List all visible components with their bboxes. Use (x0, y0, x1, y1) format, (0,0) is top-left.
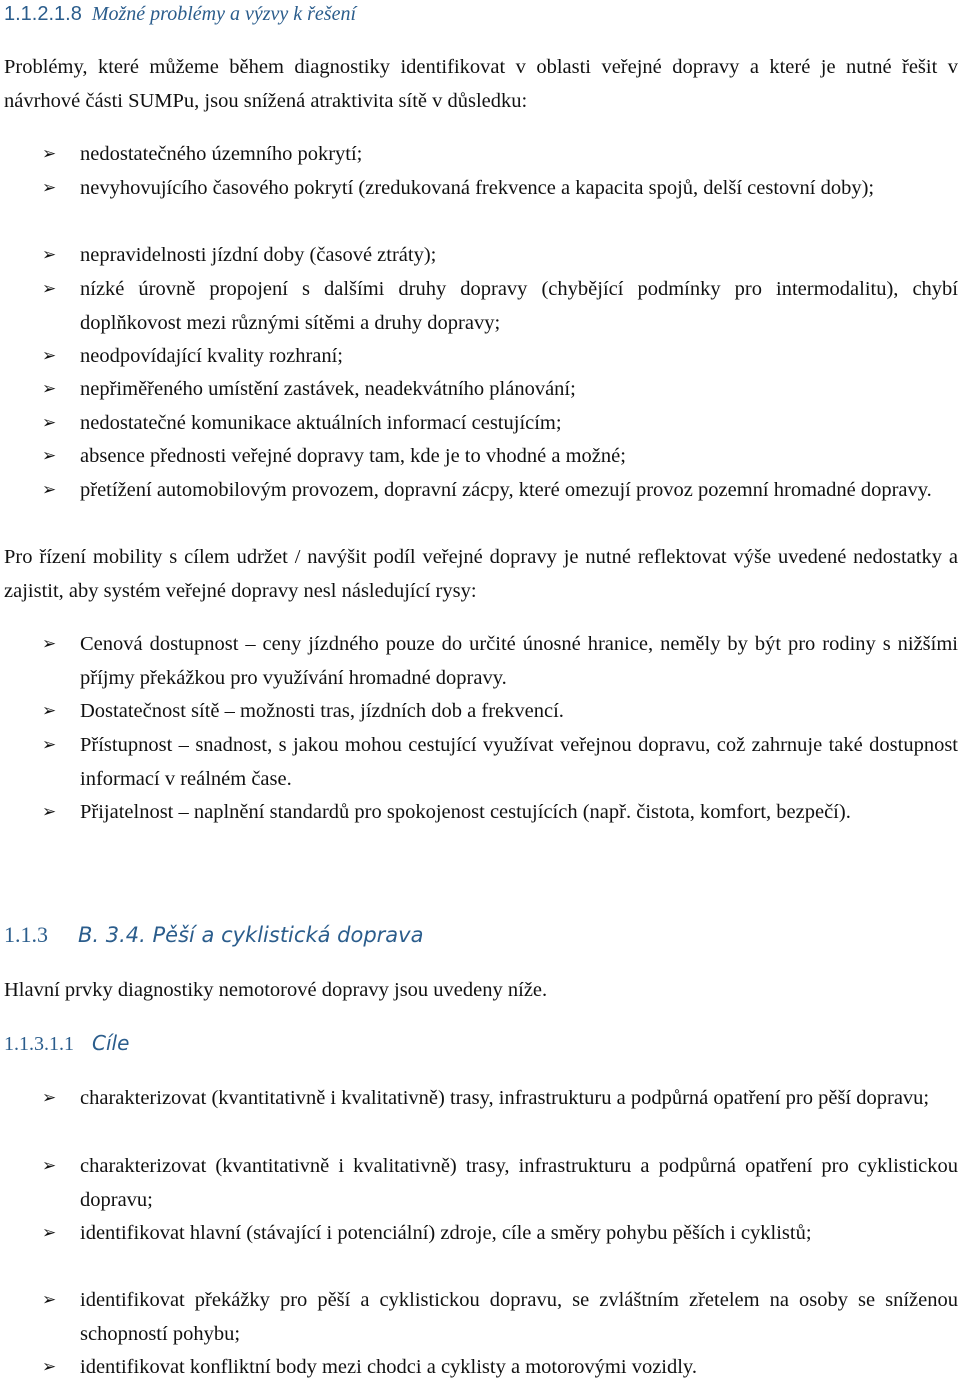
heading-number: 1.1.3.1.1 (4, 1033, 74, 1055)
arrow-bullet-icon: ➢ (42, 1088, 57, 1108)
problem-item-text: nedostatečné komunikace aktuálních informací cestujícím; (80, 412, 562, 434)
goal-item (0, 1150, 958, 1217)
arrow-bullet-icon: ➢ (42, 413, 57, 433)
arrow-bullet-icon: ➢ (42, 701, 57, 721)
arrow-bullet-icon: ➢ (42, 346, 57, 366)
goal-item-text: identifikovat konfliktní body mezi chodci a cyklisty a motorovými vozidly. (80, 1356, 697, 1378)
problem-item (0, 373, 958, 407)
problem-item-text: přetížení automobilovým provozem, dopravní zácpy, které omezují provoz pozemní hromadné dopravy. (80, 479, 932, 501)
goal-item (0, 1351, 958, 1385)
section-heading-1-1-3 (4, 920, 423, 950)
heading-title: Cíle (92, 1031, 130, 1055)
problem-item (0, 407, 958, 441)
arrow-bullet-icon: ➢ (42, 446, 57, 466)
problem-item (0, 340, 958, 374)
arrow-bullet-icon: ➢ (42, 279, 57, 299)
goal-item (0, 1284, 958, 1351)
problem-item-text: absence přednosti veřejné dopravy tam, kde je to vhodné a možné; (80, 445, 626, 467)
feature-item-text: Přístupnost – snadnost, s jakou mohou cestující využívat veřejnou dopravu, což zahrnuje také dostupnost informací v reálném čase. (80, 734, 958, 790)
problem-item-text: neodpovídající kvality rozhraní; (80, 345, 344, 367)
feature-item (0, 628, 958, 695)
problem-item-text: nízké úrovně propojení s dalšími druhy dopravy (chybějící podmínky pro intermodalitu), chybí doplňkovost mezi různými sítěmi a druhy dopravy; (80, 278, 958, 334)
problem-item (0, 172, 958, 206)
arrow-bullet-icon: ➢ (42, 1156, 57, 1176)
arrow-bullet-icon: ➢ (42, 1223, 57, 1243)
feature-item (0, 729, 958, 796)
nonmotor-paragraph: Hlavní prvky diagnostiky nemotorové dopravy jsou uvedeny níže. (4, 979, 548, 1001)
feature-item-text: Dostatečnost sítě – možnosti tras, jízdních dob a frekvencí. (80, 700, 564, 722)
arrow-bullet-icon: ➢ (42, 480, 57, 500)
problem-item (0, 440, 958, 474)
problem-item (0, 273, 958, 340)
mobility-paragraph: Pro řízení mobility s cílem udržet / navýšit podíl veřejné dopravy je nutné reflektovat výše uvedené nedostatky a zajistit, aby systém veřejné dopravy nesl následující rysy: (4, 546, 958, 602)
goal-item-text: identifikovat hlavní (stávající i potenciální) zdroje, cíle a směry pohybu pěších i cyklistů; (80, 1222, 812, 1244)
goal-item-text: charakterizovat (kvantitativně i kvalitativně) trasy, infrastrukturu a podpůrná opatření pro pěší dopravu; (80, 1087, 930, 1109)
feature-item-text: Přijatelnost – naplnění standardů pro spokojenost cestujících (např. čistota, komfort, bezpečí). (80, 801, 851, 823)
goal-item (0, 1217, 958, 1251)
problem-item-text: nepravidelnosti jízdní doby (časové ztráty); (80, 244, 437, 266)
arrow-bullet-icon: ➢ (42, 634, 57, 654)
problem-item (0, 239, 958, 273)
section-heading-1-1-2-1-8 (4, 0, 958, 28)
arrow-bullet-icon: ➢ (42, 379, 57, 399)
heading-number: 1.1.3 (4, 922, 48, 947)
arrow-bullet-icon: ➢ (42, 735, 57, 755)
problem-item (0, 138, 958, 172)
heading-number: 1.1.2.1.8 (4, 3, 82, 25)
feature-item (0, 695, 958, 729)
problem-item-text: nedostatečného územního pokrytí; (80, 143, 363, 165)
heading-title: Možné problémy a výzvy k řešení (91, 3, 357, 25)
arrow-bullet-icon: ➢ (42, 178, 57, 198)
arrow-bullet-icon: ➢ (42, 1290, 57, 1310)
feature-item (0, 796, 958, 830)
goal-item-text: charakterizovat (kvantitativně i kvalitativně) trasy, infrastrukturu a podpůrná opatření pro cyklistickou dopravu; (80, 1155, 958, 1211)
intro-paragraph: Problémy, které můžeme během diagnostiky identifikovat v oblasti veřejné dopravy a které je nutné řešit v návrhové části SUMPu, jsou snížená atraktivita sítě v důsledku: (4, 56, 958, 112)
problem-item-text: nepřiměřeného umístění zastávek, neadekvátního plánování; (80, 378, 576, 400)
feature-item-text: Cenová dostupnost – ceny jízdného pouze do určité únosné hranice, neměly by být pro rodiny s nižšími příjmy překážkou pro využívání hromadné dopravy. (80, 633, 958, 689)
problem-item (0, 474, 958, 508)
goal-item-text: identifikovat překážky pro pěší a cyklistickou dopravu, se zvláštním zřetelem na osoby se sníženou schopností pohybu; (80, 1289, 958, 1345)
goal-item (0, 1082, 958, 1116)
arrow-bullet-icon: ➢ (42, 245, 57, 265)
heading-title: B. 3.4. Pěší a cyklistická doprava (78, 923, 424, 947)
arrow-bullet-icon: ➢ (42, 1357, 57, 1377)
subsection-heading-cile (4, 1028, 129, 1059)
problem-item-text: nevyhovujícího časového pokrytí (zredukovaná frekvence a kapacita spojů, delší cestovní doby); (80, 177, 875, 199)
arrow-bullet-icon: ➢ (42, 802, 57, 822)
arrow-bullet-icon: ➢ (42, 144, 57, 164)
